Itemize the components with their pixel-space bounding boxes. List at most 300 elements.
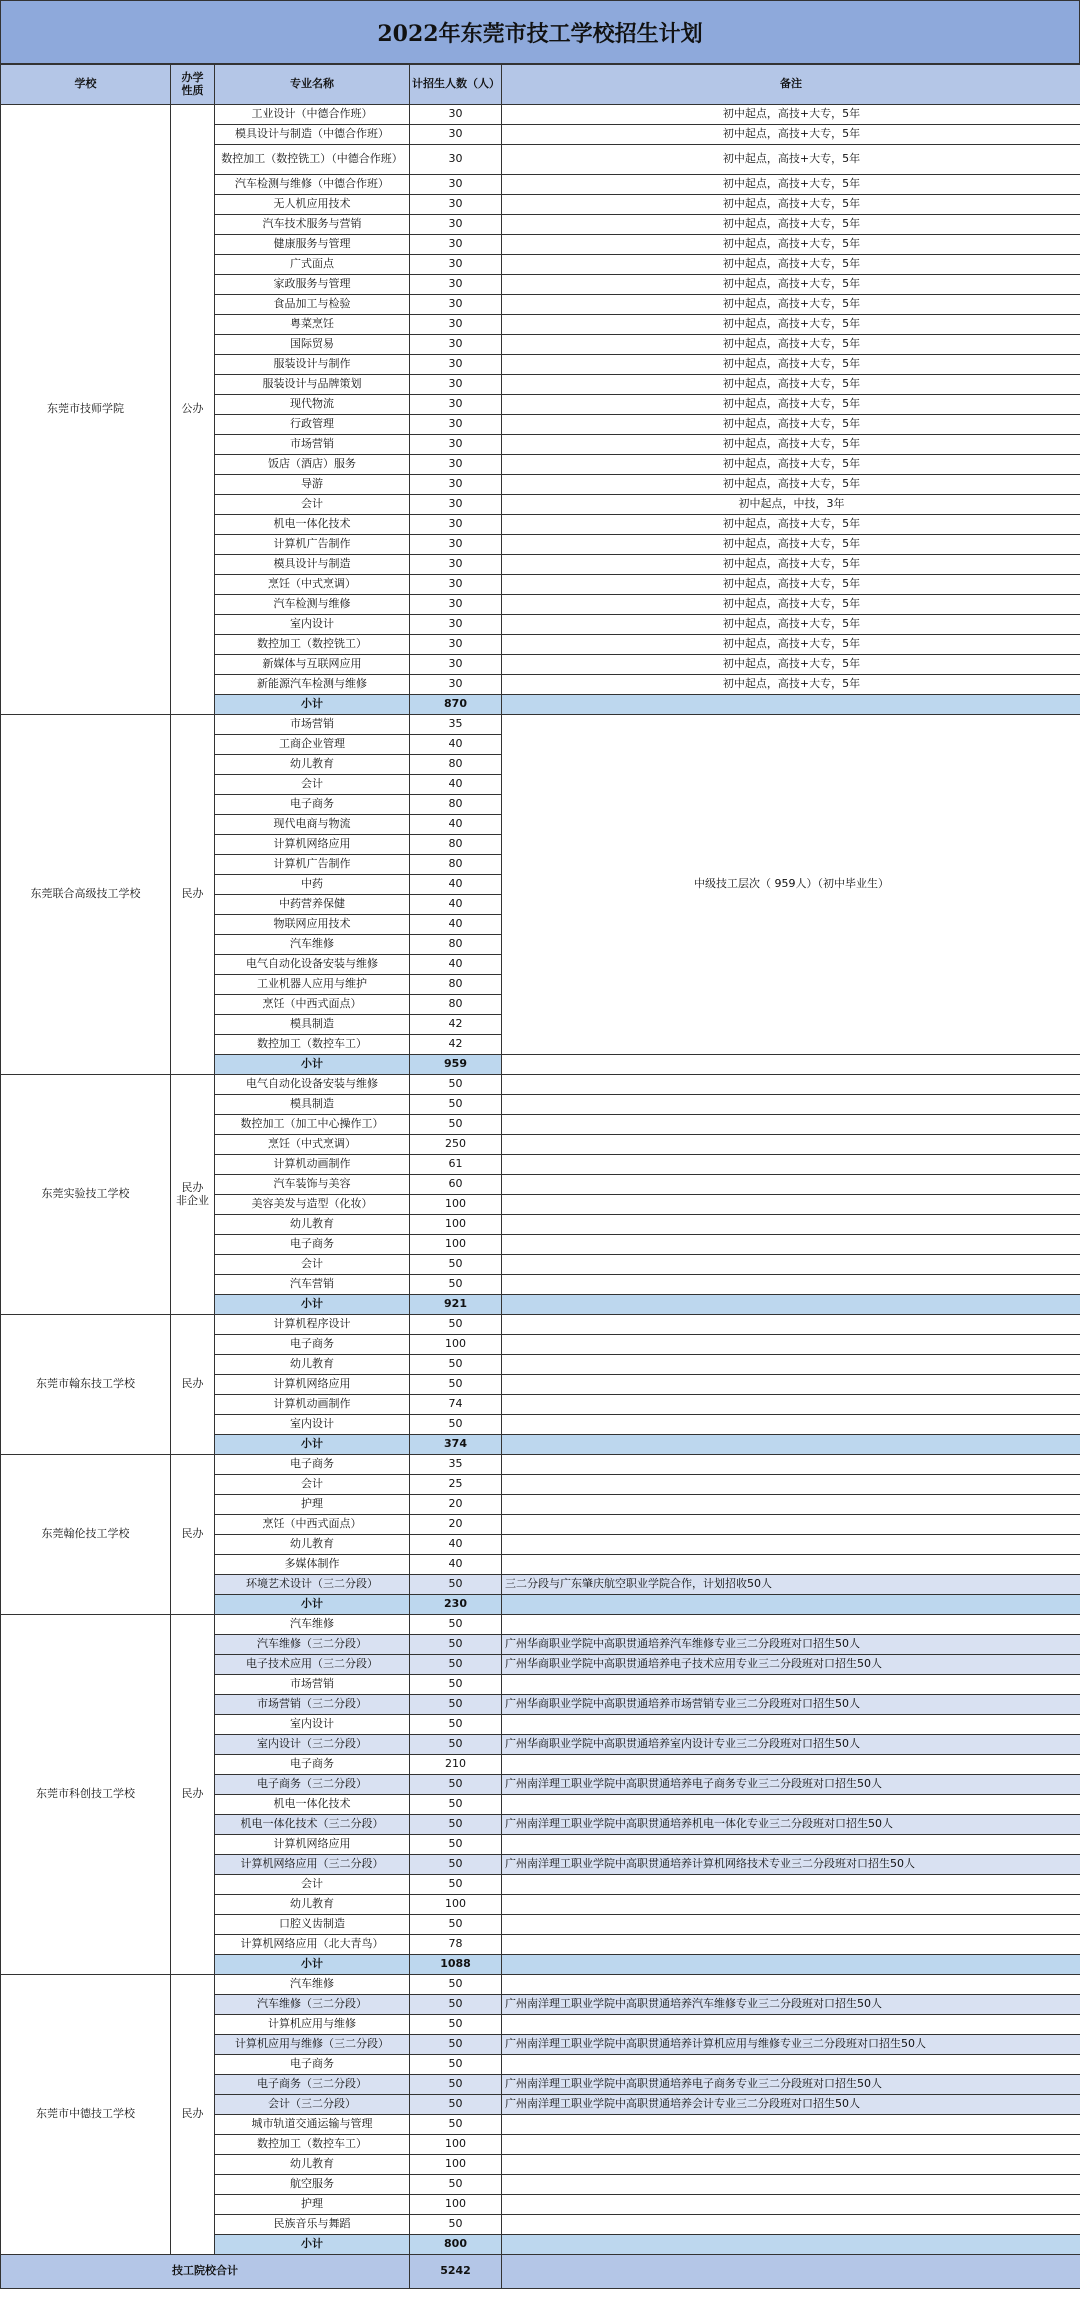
- note-cell: 初中起点，高技+大专，5年: [502, 675, 1080, 695]
- plan-cell: 50: [410, 1655, 502, 1675]
- plan-cell: 25: [410, 1475, 502, 1495]
- subtotal-label: 小计: [215, 1955, 410, 1975]
- plan-cell: 20: [410, 1515, 502, 1535]
- major-cell: 电子商务（三二分段）: [215, 2075, 410, 2095]
- note-cell: 初中起点，高技+大专，5年: [502, 515, 1080, 535]
- plan-cell: 40: [410, 1535, 502, 1555]
- major-cell: 汽车检测与维修: [215, 595, 410, 615]
- major-cell: 汽车维修: [215, 1615, 410, 1635]
- major-cell: 烹饪（中式烹调）: [215, 1135, 410, 1155]
- plan-cell: 50: [410, 1695, 502, 1715]
- major-cell: 计算机网络应用: [215, 1835, 410, 1855]
- note-cell: 初中起点，高技+大专，5年: [502, 635, 1080, 655]
- note-cell: 初中起点，高技+大专，5年: [502, 475, 1080, 495]
- subtotal-label: 小计: [215, 1295, 410, 1315]
- plan-cell: 30: [410, 195, 502, 215]
- table-row: [1, 1075, 1080, 1095]
- school-name-cell: 东莞翰伦技工学校: [1, 1455, 171, 1615]
- note-cell: 初中起点，高技+大专，5年: [502, 145, 1080, 175]
- major-cell: 幼儿教育: [215, 1355, 410, 1375]
- school-type-cell: 公办: [171, 105, 215, 715]
- major-cell: 物联网应用技术: [215, 915, 410, 935]
- plan-cell: 250: [410, 1135, 502, 1155]
- plan-cell: 30: [410, 435, 502, 455]
- table-row: [1, 105, 1080, 125]
- major-cell: 机电一体化技术（三二分段）: [215, 1815, 410, 1835]
- plan-cell: 50: [410, 1095, 502, 1115]
- note-cell: [502, 1175, 1080, 1195]
- major-cell: 粤菜烹饪: [215, 315, 410, 335]
- major-cell: 数控加工（数控铣工）（中德合作班）: [215, 145, 410, 175]
- major-cell: 服装设计与品牌策划: [215, 375, 410, 395]
- note-cell: [502, 2015, 1080, 2035]
- note-cell: [502, 2115, 1080, 2135]
- major-cell: 市场营销: [215, 1675, 410, 1695]
- school-type-cell: 民办: [171, 1615, 215, 1975]
- subtotal-value: 870: [410, 695, 502, 715]
- plan-cell: 50: [410, 1635, 502, 1655]
- note-cell: [502, 1475, 1080, 1495]
- major-cell: 电子商务: [215, 795, 410, 815]
- plan-cell: 30: [410, 275, 502, 295]
- plan-cell: 100: [410, 1235, 502, 1255]
- plan-cell: 30: [410, 235, 502, 255]
- major-cell: 汽车维修（三二分段）: [215, 1995, 410, 2015]
- plan-cell: 80: [410, 995, 502, 1015]
- note-cell: [502, 1355, 1080, 1375]
- major-cell: 模具设计与制造: [215, 555, 410, 575]
- plan-cell: 50: [410, 1915, 502, 1935]
- plan-cell: 50: [410, 2075, 502, 2095]
- plan-cell: 50: [410, 2055, 502, 2075]
- note-cell: 初中起点，高技+大专，5年: [502, 455, 1080, 475]
- plan-cell: 60: [410, 1175, 502, 1195]
- major-cell: 幼儿教育: [215, 1215, 410, 1235]
- note-cell: [502, 1935, 1080, 1955]
- subtotal-value: 1088: [410, 1955, 502, 1975]
- plan-cell: 30: [410, 335, 502, 355]
- plan-cell: 50: [410, 1115, 502, 1135]
- major-cell: 计算机应用与维修: [215, 2015, 410, 2035]
- plan-cell: 40: [410, 915, 502, 935]
- note-cell: [502, 1895, 1080, 1915]
- major-cell: 城市轨道交通运输与管理: [215, 2115, 410, 2135]
- note-cell: [502, 1975, 1080, 1995]
- plan-cell: 30: [410, 395, 502, 415]
- plan-cell: 61: [410, 1155, 502, 1175]
- note-cell: [502, 1115, 1080, 1135]
- note-cell: [502, 1195, 1080, 1215]
- note-cell: [502, 1155, 1080, 1175]
- note-cell: 初中起点，高技+大专，5年: [502, 295, 1080, 315]
- plan-cell: 42: [410, 1035, 502, 1055]
- table-row: [1, 715, 1080, 735]
- note-cell: [502, 2215, 1080, 2235]
- note-cell: [502, 1715, 1080, 1735]
- major-cell: 电子商务: [215, 1455, 410, 1475]
- major-cell: 烹饪（中西式面点）: [215, 1515, 410, 1535]
- note-cell: [502, 1315, 1080, 1335]
- grand-total-row: [1, 2255, 1080, 2289]
- plan-cell: 40: [410, 775, 502, 795]
- major-cell: 计算机广告制作: [215, 535, 410, 555]
- note-cell: 广州南洋理工职业学院中高职贯通培养计算机网络技术专业三二分段班对口招生50人: [502, 1855, 1080, 1875]
- major-cell: 电子技术应用（三二分段）: [215, 1655, 410, 1675]
- major-cell: 计算机动画制作: [215, 1395, 410, 1415]
- note-cell: 广州南洋理工职业学院中高职贯通培养机电一体化专业三二分段班对口招生50人: [502, 1815, 1080, 1835]
- page-title: 2022年东莞市技工学校招生计划: [0, 0, 1080, 64]
- plan-cell: 40: [410, 815, 502, 835]
- note-cell: 初中起点，高技+大专，5年: [502, 435, 1080, 455]
- note-cell: 三二分段与广东肇庆航空职业学院合作，计划招收50人: [502, 1575, 1080, 1595]
- note-cell: 初中起点，高技+大专，5年: [502, 175, 1080, 195]
- note-cell: [502, 1755, 1080, 1775]
- major-cell: 电气自动化设备安装与维修: [215, 955, 410, 975]
- note-cell: 初中起点，高技+大专，5年: [502, 195, 1080, 215]
- major-cell: 数控加工（数控车工）: [215, 1035, 410, 1055]
- major-cell: 汽车维修: [215, 1975, 410, 1995]
- plan-cell: 50: [410, 2015, 502, 2035]
- major-cell: 会计: [215, 1255, 410, 1275]
- major-cell: 幼儿教育: [215, 1535, 410, 1555]
- plan-cell: 50: [410, 2095, 502, 2115]
- note-cell: 初中起点，高技+大专，5年: [502, 355, 1080, 375]
- major-cell: 电气自动化设备安装与维修: [215, 1075, 410, 1095]
- major-cell: 汽车营销: [215, 1275, 410, 1295]
- enrollment-table: [0, 64, 1080, 2289]
- major-cell: 模具制造: [215, 1095, 410, 1115]
- subtotal-value: 800: [410, 2235, 502, 2255]
- major-cell: 市场营销（三二分段）: [215, 1695, 410, 1715]
- plan-cell: 80: [410, 855, 502, 875]
- note-cell: [502, 2195, 1080, 2215]
- plan-cell: 100: [410, 1195, 502, 1215]
- note-cell: 初中起点，高技+大专，5年: [502, 595, 1080, 615]
- plan-cell: 50: [410, 1355, 502, 1375]
- major-cell: 市场营销: [215, 435, 410, 455]
- plan-cell: 50: [410, 1675, 502, 1695]
- major-cell: 模具设计与制造（中德合作班）: [215, 125, 410, 145]
- major-cell: 计算机网络应用（北大青鸟）: [215, 1935, 410, 1955]
- plan-cell: 30: [410, 475, 502, 495]
- major-cell: 现代电商与物流: [215, 815, 410, 835]
- plan-cell: 210: [410, 1755, 502, 1775]
- school-name-cell: 东莞市中德技工学校: [1, 1975, 171, 2255]
- plan-cell: 100: [410, 2155, 502, 2175]
- plan-cell: 50: [410, 1375, 502, 1395]
- major-cell: 幼儿教育: [215, 1895, 410, 1915]
- note-cell: [502, 1555, 1080, 1575]
- note-cell: [502, 2055, 1080, 2075]
- major-cell: 护理: [215, 2195, 410, 2215]
- school-name-cell: 东莞市翰东技工学校: [1, 1315, 171, 1455]
- plan-cell: 30: [410, 175, 502, 195]
- major-cell: 电子商务: [215, 1335, 410, 1355]
- header-major: 专业名称: [215, 65, 410, 105]
- school-name-cell: 东莞市科创技工学校: [1, 1615, 171, 1975]
- plan-cell: 30: [410, 295, 502, 315]
- note-cell: 初中起点，高技+大专，5年: [502, 615, 1080, 635]
- note-cell: 广州南洋理工职业学院中高职贯通培养汽车维修专业三二分段班对口招生50人: [502, 1995, 1080, 2015]
- header-plan: 计招生人数（人）: [410, 65, 502, 105]
- grand-total-note-empty: [502, 2255, 1080, 2289]
- plan-cell: 50: [410, 1795, 502, 1815]
- major-cell: 工商企业管理: [215, 735, 410, 755]
- major-cell: 食品加工与检验: [215, 295, 410, 315]
- plan-cell: 50: [410, 1315, 502, 1335]
- major-cell: 会计: [215, 1875, 410, 1895]
- note-cell: [502, 1275, 1080, 1295]
- note-cell: 广州华商职业学院中高职贯通培养室内设计专业三二分段班对口招生50人: [502, 1735, 1080, 1755]
- major-cell: 导游: [215, 475, 410, 495]
- subtotal-label: 小计: [215, 1435, 410, 1455]
- major-cell: 无人机应用技术: [215, 195, 410, 215]
- plan-cell: 74: [410, 1395, 502, 1415]
- plan-cell: 50: [410, 2175, 502, 2195]
- major-cell: 服装设计与制作: [215, 355, 410, 375]
- major-cell: 广式面点: [215, 255, 410, 275]
- subtotal-label: 小计: [215, 2235, 410, 2255]
- subtotal-value: 230: [410, 1595, 502, 1615]
- note-cell: 初中起点，高技+大专，5年: [502, 575, 1080, 595]
- plan-cell: 35: [410, 1455, 502, 1475]
- table-row: [1, 1615, 1080, 1635]
- major-cell: 数控加工（数控车工）: [215, 2135, 410, 2155]
- school-type-cell: 民办 非企业: [171, 1075, 215, 1315]
- plan-cell: 30: [410, 145, 502, 175]
- plan-cell: 50: [410, 1255, 502, 1275]
- major-cell: 饭店（酒店）服务: [215, 455, 410, 475]
- plan-cell: 100: [410, 1215, 502, 1235]
- plan-cell: 50: [410, 1715, 502, 1735]
- note-cell: 初中起点，高技+大专，5年: [502, 275, 1080, 295]
- note-cell: [502, 1335, 1080, 1355]
- major-cell: 护理: [215, 1495, 410, 1515]
- plan-cell: 30: [410, 375, 502, 395]
- note-cell: 初中起点，高技+大专，5年: [502, 395, 1080, 415]
- major-cell: 会计: [215, 495, 410, 515]
- plan-cell: 30: [410, 215, 502, 235]
- plan-cell: 30: [410, 655, 502, 675]
- major-cell: 数控加工（数控铣工）: [215, 635, 410, 655]
- plan-cell: 20: [410, 1495, 502, 1515]
- plan-cell: 40: [410, 735, 502, 755]
- major-cell: 工业设计（中德合作班）: [215, 105, 410, 125]
- subtotal-note-empty: [502, 695, 1080, 715]
- note-cell: [502, 1075, 1080, 1095]
- note-cell: 初中起点，高技+大专，5年: [502, 125, 1080, 145]
- plan-cell: 30: [410, 595, 502, 615]
- major-cell: 家政服务与管理: [215, 275, 410, 295]
- major-cell: 计算机动画制作: [215, 1155, 410, 1175]
- subtotal-value: 921: [410, 1295, 502, 1315]
- major-cell: 模具制造: [215, 1015, 410, 1035]
- major-cell: 汽车维修: [215, 935, 410, 955]
- note-cell: [502, 2135, 1080, 2155]
- note-cell: [502, 2175, 1080, 2195]
- plan-cell: 100: [410, 2135, 502, 2155]
- subtotal-note-empty: [502, 1595, 1080, 1615]
- subtotal-label: 小计: [215, 695, 410, 715]
- header-school: 学校: [1, 65, 171, 105]
- major-cell: 计算机程序设计: [215, 1315, 410, 1335]
- plan-cell: 100: [410, 2195, 502, 2215]
- major-cell: 工业机器人应用与维护: [215, 975, 410, 995]
- major-cell: 口腔义齿制造: [215, 1915, 410, 1935]
- note-cell: 广州南洋理工职业学院中高职贯通培养电子商务专业三二分段班对口招生50人: [502, 2075, 1080, 2095]
- note-cell: [502, 1875, 1080, 1895]
- note-cell: [502, 1415, 1080, 1435]
- note-cell: 初中起点，高技+大专，5年: [502, 235, 1080, 255]
- plan-cell: 30: [410, 415, 502, 435]
- note-cell: [502, 1795, 1080, 1815]
- note-cell: 广州华商职业学院中高职贯通培养汽车维修专业三二分段班对口招生50人: [502, 1635, 1080, 1655]
- note-cell: 初中起点，高技+大专，5年: [502, 375, 1080, 395]
- plan-cell: 50: [410, 1775, 502, 1795]
- note-cell: 初中起点，高技+大专，5年: [502, 555, 1080, 575]
- note-cell: [502, 1675, 1080, 1695]
- school-name-cell: 东莞市技师学院: [1, 105, 171, 715]
- major-cell: 汽车维修（三二分段）: [215, 1635, 410, 1655]
- note-cell: [502, 1535, 1080, 1555]
- plan-cell: 50: [410, 1995, 502, 2015]
- major-cell: 会计（三二分段）: [215, 2095, 410, 2115]
- major-cell: 健康服务与管理: [215, 235, 410, 255]
- note-cell: [502, 1235, 1080, 1255]
- subtotal-note-empty: [502, 1295, 1080, 1315]
- plan-cell: 30: [410, 635, 502, 655]
- major-cell: 机电一体化技术: [215, 515, 410, 535]
- plan-cell: 50: [410, 2035, 502, 2055]
- major-cell: 室内设计: [215, 1415, 410, 1435]
- major-cell: 汽车装饰与美容: [215, 1175, 410, 1195]
- subtotal-value: 959: [410, 1055, 502, 1075]
- note-cell: 初中起点，高技+大专，5年: [502, 255, 1080, 275]
- table-row: [1, 1975, 1080, 1995]
- subtotal-note-empty: [502, 1435, 1080, 1455]
- plan-cell: 30: [410, 675, 502, 695]
- major-cell: 机电一体化技术: [215, 1795, 410, 1815]
- note-cell: 广州南洋理工职业学院中高职贯通培养会计专业三二分段班对口招生50人: [502, 2095, 1080, 2115]
- major-cell: 会计: [215, 775, 410, 795]
- school-type-cell: 民办: [171, 1975, 215, 2255]
- major-cell: 电子商务（三二分段）: [215, 1775, 410, 1795]
- subtotal-value: 374: [410, 1435, 502, 1455]
- major-cell: 新媒体与互联网应用: [215, 655, 410, 675]
- school-name-cell: 东莞实验技工学校: [1, 1075, 171, 1315]
- plan-cell: 30: [410, 615, 502, 635]
- subtotal-label: 小计: [215, 1055, 410, 1075]
- note-cell: 初中起点，高技+大专，5年: [502, 315, 1080, 335]
- plan-cell: 50: [410, 1615, 502, 1635]
- plan-cell: 30: [410, 355, 502, 375]
- major-cell: 汽车检测与维修（中德合作班）: [215, 175, 410, 195]
- plan-cell: 30: [410, 535, 502, 555]
- plan-cell: 50: [410, 1735, 502, 1755]
- note-cell: 初中起点，高技+大专，5年: [502, 655, 1080, 675]
- note-cell: [502, 1515, 1080, 1535]
- note-cell: [502, 1455, 1080, 1475]
- major-cell: 中药营养保健: [215, 895, 410, 915]
- plan-cell: 35: [410, 715, 502, 735]
- note-cell: [502, 1915, 1080, 1935]
- note-cell: [502, 1395, 1080, 1415]
- plan-cell: 50: [410, 2215, 502, 2235]
- major-cell: 民族音乐与舞蹈: [215, 2215, 410, 2235]
- note-cell: 广州华商职业学院中高职贯通培养市场营销专业三二分段班对口招生50人: [502, 1695, 1080, 1715]
- plan-cell: 50: [410, 1855, 502, 1875]
- plan-cell: 50: [410, 1975, 502, 1995]
- plan-cell: 80: [410, 835, 502, 855]
- plan-cell: 40: [410, 875, 502, 895]
- plan-cell: 30: [410, 125, 502, 145]
- plan-cell: 30: [410, 315, 502, 335]
- major-cell: 电子商务: [215, 2055, 410, 2075]
- header-note: 备注: [502, 65, 1080, 105]
- note-cell: [502, 1615, 1080, 1635]
- major-cell: 计算机广告制作: [215, 855, 410, 875]
- note-cell: [502, 1135, 1080, 1155]
- note-cell-merged: 中级技工层次（ 959人）（初中毕业生）: [502, 715, 1080, 1055]
- plan-cell: 30: [410, 455, 502, 475]
- plan-cell: 50: [410, 1875, 502, 1895]
- major-cell: 计算机网络应用（三二分段）: [215, 1855, 410, 1875]
- major-cell: 现代物流: [215, 395, 410, 415]
- plan-cell: 30: [410, 575, 502, 595]
- major-cell: 计算机应用与维修（三二分段）: [215, 2035, 410, 2055]
- major-cell: 行政管理: [215, 415, 410, 435]
- plan-cell: 80: [410, 755, 502, 775]
- plan-cell: 42: [410, 1015, 502, 1035]
- major-cell: 烹饪（中西式面点）: [215, 995, 410, 1015]
- plan-cell: 50: [410, 1275, 502, 1295]
- major-cell: 幼儿教育: [215, 755, 410, 775]
- major-cell: 电子商务: [215, 1235, 410, 1255]
- school-type-cell: 民办: [171, 715, 215, 1075]
- note-cell: [502, 2155, 1080, 2175]
- table-row: [1, 1315, 1080, 1335]
- major-cell: 烹饪（中式烹调）: [215, 575, 410, 595]
- plan-cell: 50: [410, 2115, 502, 2135]
- plan-cell: 40: [410, 1555, 502, 1575]
- school-type-cell: 民办: [171, 1315, 215, 1455]
- major-cell: 航空服务: [215, 2175, 410, 2195]
- major-cell: 中药: [215, 875, 410, 895]
- major-cell: 多媒体制作: [215, 1555, 410, 1575]
- plan-cell: 50: [410, 1835, 502, 1855]
- major-cell: 市场营销: [215, 715, 410, 735]
- subtotal-note-empty: [502, 1955, 1080, 1975]
- major-cell: 室内设计（三二分段）: [215, 1735, 410, 1755]
- grand-total-label: 技工院校合计: [1, 2255, 410, 2289]
- major-cell: 数控加工（加工中心操作工）: [215, 1115, 410, 1135]
- plan-cell: 50: [410, 1815, 502, 1835]
- subtotal-label: 小计: [215, 1595, 410, 1615]
- major-cell: 新能源汽车检测与维修: [215, 675, 410, 695]
- plan-cell: 30: [410, 255, 502, 275]
- plan-cell: 40: [410, 895, 502, 915]
- major-cell: 国际贸易: [215, 335, 410, 355]
- grand-total-value: 5242: [410, 2255, 502, 2289]
- note-cell: [502, 1095, 1080, 1115]
- plan-cell: 80: [410, 975, 502, 995]
- note-cell: 初中起点，中技，3年: [502, 495, 1080, 515]
- note-cell: 初中起点，高技+大专，5年: [502, 215, 1080, 235]
- plan-cell: 100: [410, 1335, 502, 1355]
- plan-cell: 78: [410, 1935, 502, 1955]
- plan-cell: 100: [410, 1895, 502, 1915]
- major-cell: 美容美发与造型（化妆）: [215, 1195, 410, 1215]
